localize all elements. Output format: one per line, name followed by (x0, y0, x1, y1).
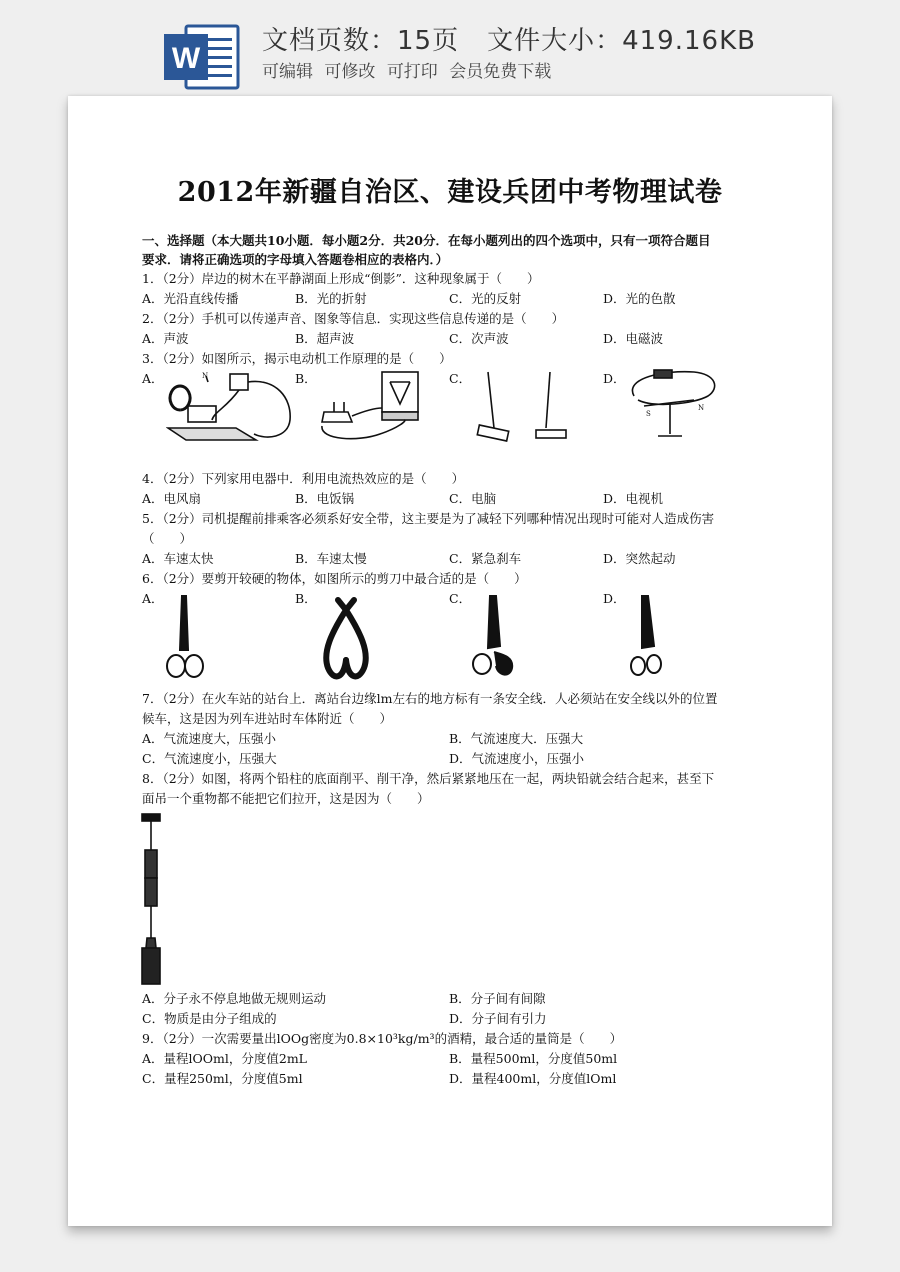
feature-modifiable: 可修改 (324, 62, 376, 82)
q3-figure-c-coils (470, 370, 570, 450)
q3-option-b: B． (295, 371, 317, 386)
banner-info-line (262, 20, 756, 57)
svg-text:N: N (202, 372, 209, 380)
q6-option-c: C． (449, 591, 472, 606)
download-banner (0, 0, 900, 96)
q4-option-b: B．电饭锅 (295, 491, 355, 506)
feature-printable: 可打印 (386, 62, 438, 82)
q7-option-d: D．气流速度小，压强小 (449, 751, 585, 766)
question-5-cont: （ ） (142, 531, 193, 546)
svg-text:S: S (646, 410, 651, 418)
q2-option-c: C．次声波 (449, 331, 509, 346)
svg-text:W: W (171, 42, 201, 75)
q9-option-d: D．量程400ml，分度值lOml (449, 1071, 617, 1086)
page-count: 文档页数：15页 (262, 26, 460, 56)
q5-option-b: B．车速太慢 (295, 551, 367, 566)
q6-option-d: D． (603, 591, 626, 606)
q3-option-d: D． (603, 371, 626, 386)
q2-option-b: B．超声波 (295, 331, 355, 346)
q8-figure-lead-cylinders (138, 812, 172, 988)
q3-figure-a-generator (166, 368, 298, 448)
banner-features (262, 57, 557, 82)
q6-option-a: A． (142, 591, 164, 606)
file-size: 文件大小：419.16KB (487, 26, 756, 56)
q7-option-b: B．气流速度大．压强大 (449, 731, 584, 746)
section-heading-cont: 要求．请将正确选项的字母填入答题卷相应的表格内．） (142, 252, 449, 267)
q3-figure-b-motor (318, 368, 438, 446)
question-2: 2．（2分）手机可以传递声音、图象等信息．实现这些信息传递的是（ ） (142, 311, 565, 326)
question-5: 5．（2分）司机提醒前排乘客必须系好安全带，这主要是为了减轻下列哪种情况出现时可能对人造成伤害 (142, 511, 715, 526)
q9-option-a: A．量程lOOml，分度值2mL (142, 1051, 307, 1066)
q5-option-d: D．突然起动 (603, 551, 676, 566)
q8-option-c: C．物质是由分子组成的 (142, 1011, 277, 1026)
feature-member-download[interactable]: 会员免费下载 (449, 62, 552, 82)
q8-option-b: B．分子间有间隙 (449, 991, 546, 1006)
document-page (68, 96, 832, 1226)
question-9: 9．（2分）一次需要量出lOOg密度为0.8×10³kg/m³的酒精，最合适的量筒是（ ） (142, 1031, 623, 1046)
q2-option-d: D．电磁波 (603, 331, 664, 346)
q8-option-a: A．分子永不停息地做无规则运动 (142, 991, 327, 1006)
svg-text:N: N (698, 404, 705, 412)
q7-option-c: C．气流速度小，压强大 (142, 751, 277, 766)
question-1: 1．（2分）岸边的树木在平静湖面上形成“倒影”．这种现象属于（ ） (142, 271, 540, 286)
q7-option-a: A．气流速度大，压强小 (142, 731, 277, 746)
q4-option-d: D．电视机 (603, 491, 664, 506)
q6-figure-c-scissors (470, 594, 518, 684)
q1-option-c: C．光的反射 (449, 291, 522, 306)
page-title: 2012年新疆自治区、建设兵团中考物理试卷 (177, 177, 723, 208)
feature-editable: 可编辑 (262, 62, 313, 82)
q9-option-b: B．量程500ml，分度值50ml (449, 1051, 618, 1066)
section-heading: 一、选择题（本大题共10小题．每小题2分．共20分．在每小题列出的四个选项中，只有一项符合题目 (142, 233, 711, 248)
q4-option-c: C．电脑 (449, 491, 497, 506)
q6-figure-d-scissors (626, 594, 670, 684)
q4-option-a: A．电风扇 (142, 491, 202, 506)
question-3: 3．（2分）如图所示，揭示电动机工作原理的是（ ） (142, 351, 452, 366)
q8-option-d: D．分子间有引力 (449, 1011, 547, 1026)
q5-option-a: A．车速太快 (142, 551, 214, 566)
question-7-cont: 候车，这是因为列车进站时车体附近（ ） (142, 711, 393, 726)
question-7: 7．（2分）在火车站的站台上．离站台边缘lm左右的地方标有一条安全线．人必须站在安全线以外的位置 (142, 691, 718, 706)
q2-option-a: A．声波 (142, 331, 189, 346)
q9-option-c: C．量程250ml，分度值5ml (142, 1071, 303, 1086)
question-8-cont: 面吊一个重物都不能把它们拉开，这是因为（ ） (142, 791, 430, 806)
q6-option-b: B． (295, 591, 317, 606)
question-4: 4．（2分）下列家用电器中．利用电流热效应的是（ ） (142, 471, 465, 486)
q6-figure-b-pliers (318, 596, 374, 686)
q3-figure-d-compass (624, 368, 724, 448)
q6-figure-a-scissors (164, 594, 208, 684)
question-8: 8．（2分）如图，将两个铅柱的底面削平、削干净，然后紧紧地压在一起，两块铅就会结合起来，甚至下 (142, 771, 715, 786)
question-6: 6．（2分）要剪开较硬的物体，如图所示的剪刀中最合适的是（ ） (142, 571, 527, 586)
q1-option-d: D．光的色散 (603, 291, 676, 306)
q3-option-a: A． (142, 371, 164, 386)
q3-option-c: C． (449, 371, 472, 386)
q1-option-a: A．光沿直线传播 (142, 291, 239, 306)
q1-option-b: B．光的折射 (295, 291, 367, 306)
word-icon (164, 20, 242, 94)
q5-option-c: C．紧急刹车 (449, 551, 522, 566)
